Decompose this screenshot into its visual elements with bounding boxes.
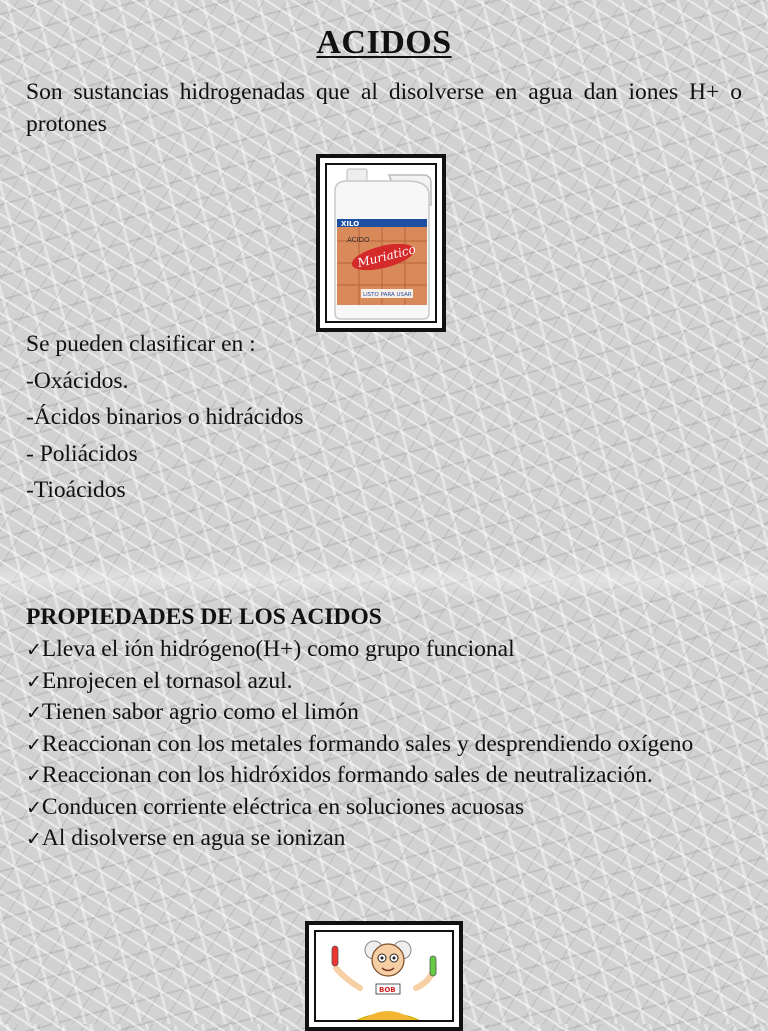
label-small-text: ACIDO (347, 236, 370, 244)
check-icon: ✓ (26, 670, 42, 693)
scientist-cartoon-image (305, 921, 463, 1031)
classification-list (26, 330, 303, 513)
acid-bottle-drawing (327, 165, 437, 323)
scientist-drawing (316, 932, 454, 1022)
properties-heading: PROPIEDADES DE LOS ACIDOS (26, 604, 382, 630)
label-big-text: Muriatico (356, 242, 418, 271)
property-item: ✓Lleva el ión hidrógeno(H+) como grupo funcional (26, 636, 515, 662)
check-icon: ✓ (26, 733, 42, 756)
check-icon: ✓ (26, 702, 42, 724)
classification-item: -Oxácidos. (26, 367, 129, 394)
check-icon: ✓ (26, 828, 42, 850)
property-item: ✓Al disolverse en agua se ionizan (26, 825, 346, 851)
badge-text: BOB (379, 986, 396, 994)
intro-paragraph: Son sustancias hidrogenadas que al disolverse en agua dan iones H+ o protones (26, 79, 742, 137)
property-item: ✓Reaccionan con los metales formando sales y desprendiendo oxígeno (26, 730, 694, 757)
classification-item: -Tioácidos (26, 477, 126, 503)
properties-list (26, 634, 736, 855)
light-band (0, 562, 768, 598)
property-item: ✓Tienen sabor agrio como el limón (26, 699, 359, 725)
classification-item: - Poliácidos (26, 440, 138, 467)
check-icon: ✓ (26, 765, 42, 787)
brand-text: XILO (341, 220, 360, 228)
check-icon: ✓ (26, 639, 42, 661)
property-item: ✓Reaccionan con los hidróxidos formando sales de neutralización. (26, 762, 653, 788)
page-title: ACIDOS (316, 24, 452, 61)
classification-item: -Ácidos binarios o hidrácidos (26, 404, 304, 430)
acid-bottle-image (316, 154, 446, 332)
classification-heading: Se pueden clasificar en : (26, 331, 256, 357)
property-item: ✓Enrojecen el tornasol azul. (26, 667, 293, 694)
property-item: ✓Conducen corriente eléctrica en soluciones acuosas (26, 793, 525, 820)
label-tag-text: LISTO PARA USAR (363, 292, 412, 298)
check-icon: ✓ (26, 796, 42, 819)
